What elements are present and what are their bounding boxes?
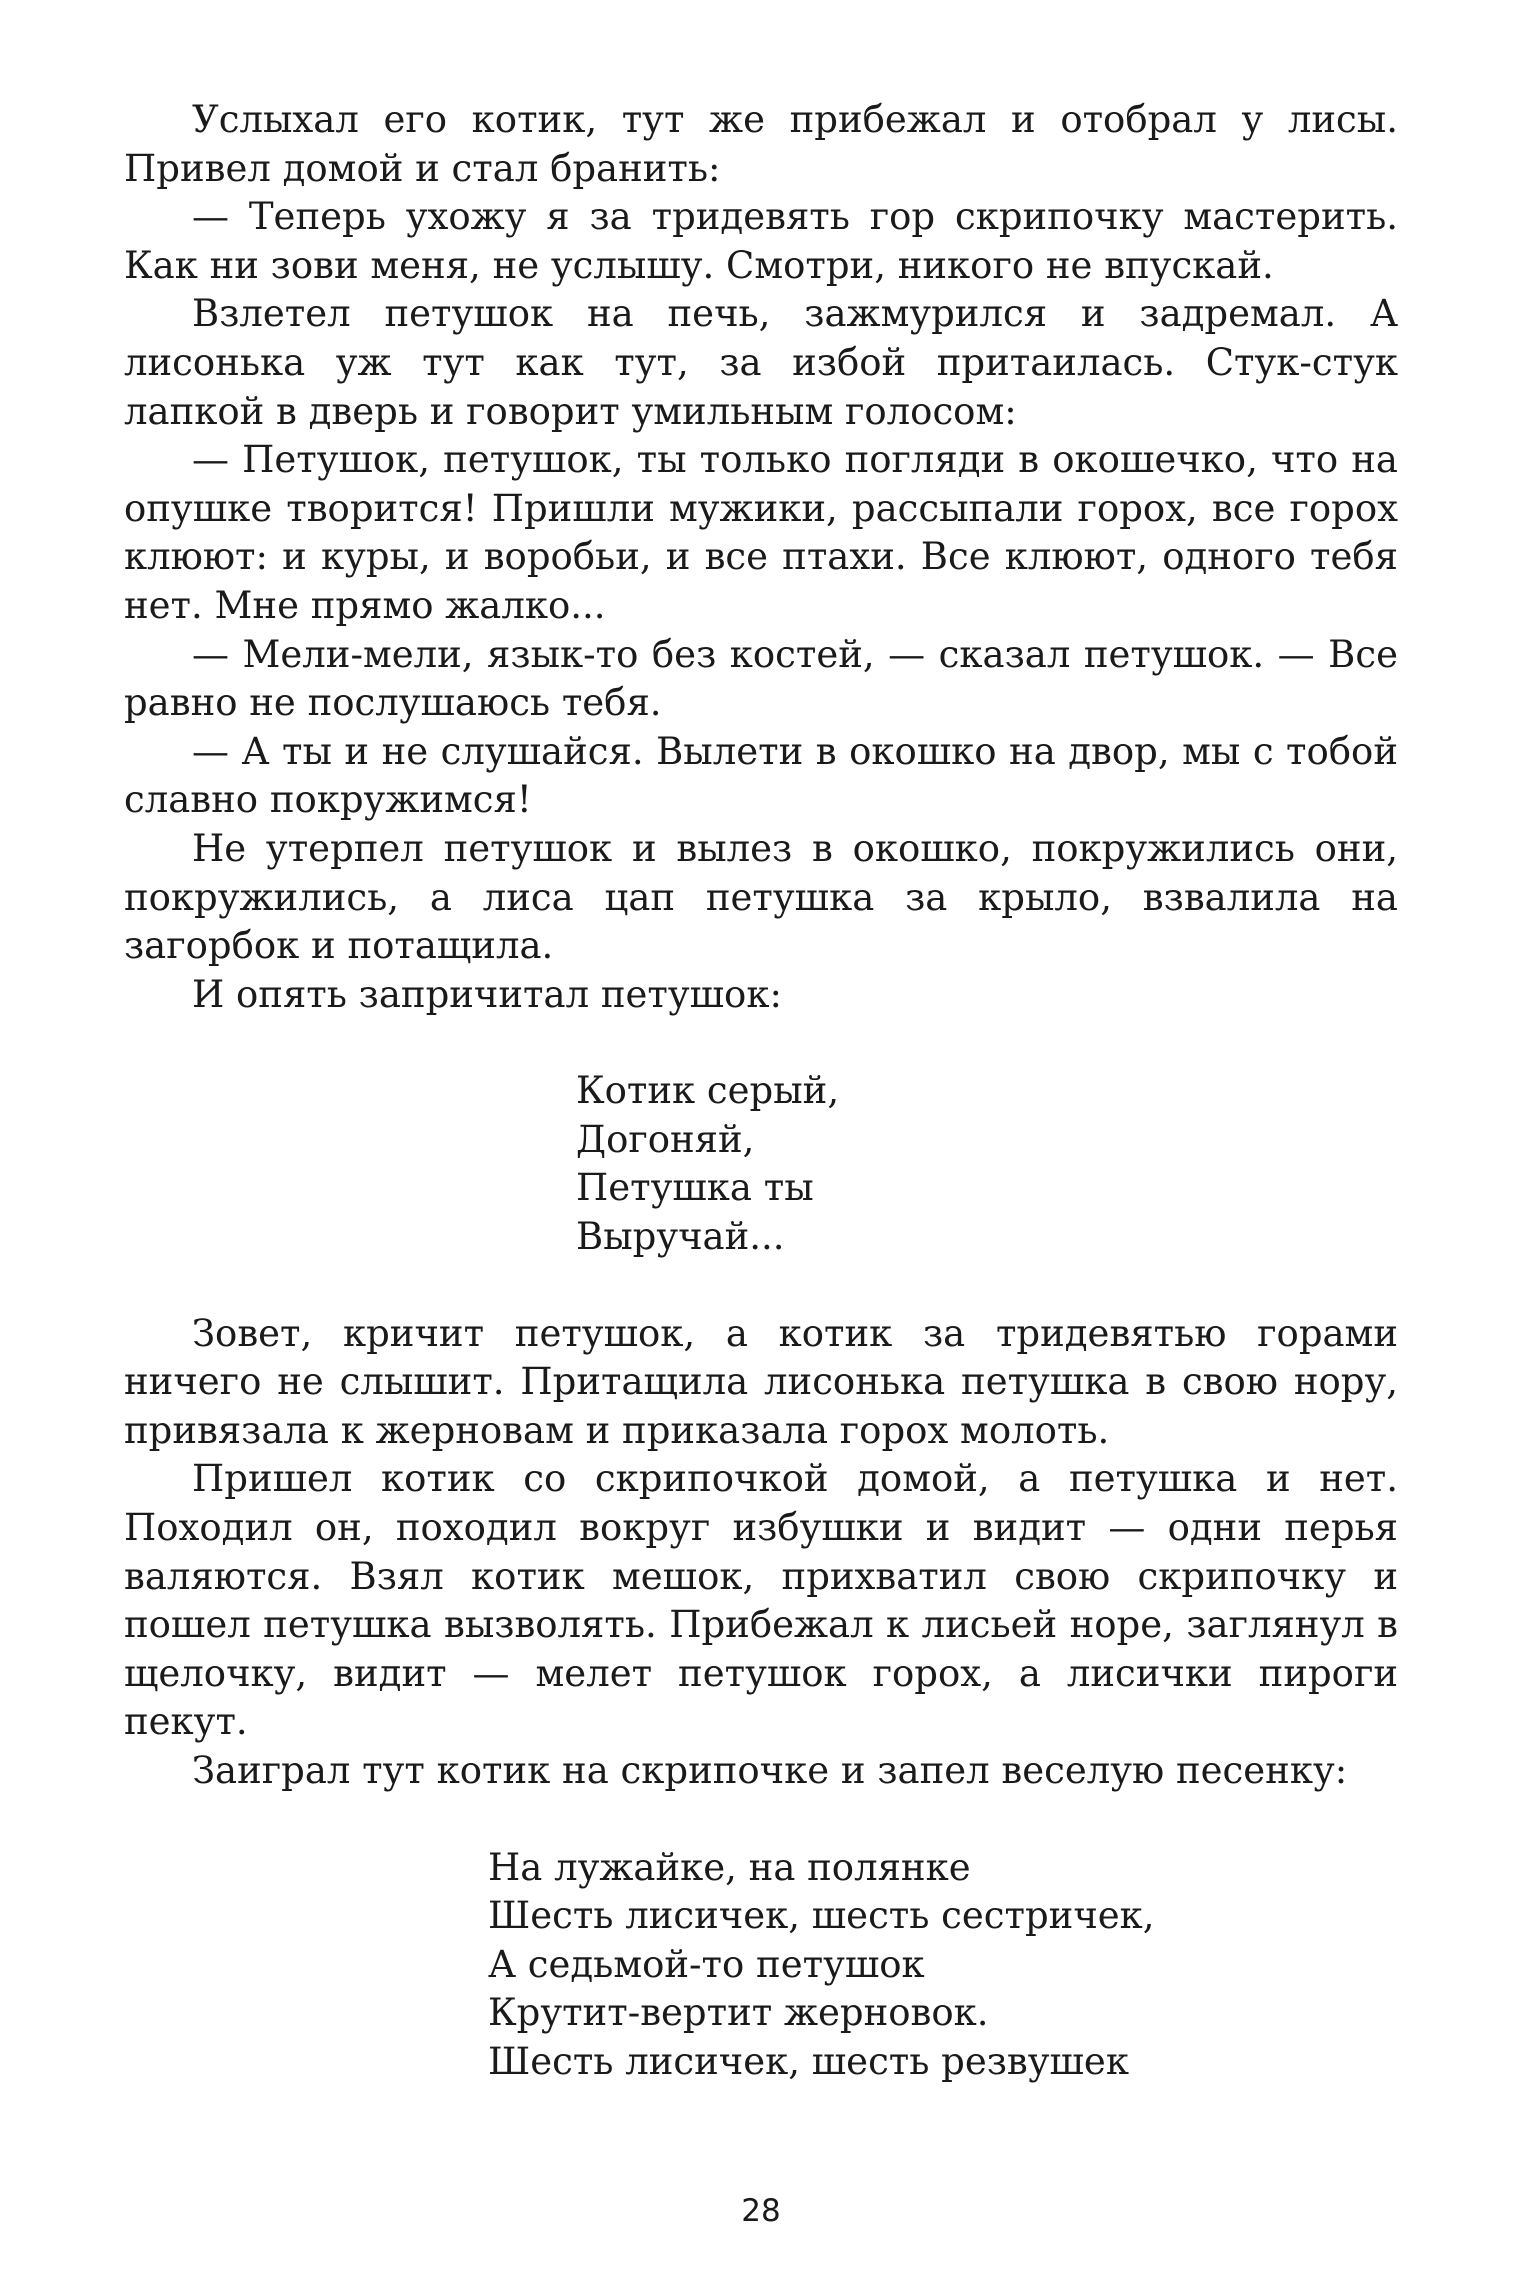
verse-line: Догоняй, <box>576 1117 755 1161</box>
paragraph: — Теперь ухожу я за тридевять гор скрипочку мастерить. Как ни зови меня, не услышу. Смотри, никого не впускай. <box>124 195 1398 287</box>
paragraph: Взлетел петушок на печь, зажмурился и задремал. А лисонька уж тут как тут, за избой притаилась. Стук-стук лапкой в дверь и говорит умильным голосом: <box>124 292 1398 433</box>
paragraph: И опять запричитал петушок: <box>192 972 782 1016</box>
paragraph: — А ты и не слушайся. Вылети в окошко на двор, мы с тобой славно покружимся! <box>124 729 1398 822</box>
paragraph: — Мели-мели, язык-то без костей, — сказал петушок. — Все равно не послушаюсь тебя. <box>124 632 1398 725</box>
paragraph: — Петушок, петушок, ты только погляди в окошечко, что на опушке творится! Пришли мужики, рассыпали горох, все горох клюют: и куры, и воробьи, и все птахи. Все клюют, одного тебя нет. Мне прямо жалко... <box>124 438 1398 627</box>
verse-line: А седьмой-то петушок <box>488 1942 925 1986</box>
verse-line: Шесть лисичек, шесть резвушек <box>488 2039 1129 2083</box>
paragraph: Услыхал его котик, тут же прибежал и отобрал у лисы. Привел домой и стал бранить: <box>124 98 1398 190</box>
paragraph: Не утерпел петушок и вылез в окошко, покружились они, покружились, а лиса цап петушка за крыло, взвалила на загорбок и потащила. <box>124 826 1398 968</box>
verse-block <box>124 1067 1398 1261</box>
paragraph: Зовет, кричит петушок, а котик за тридевятью горами ничего не слышит. Притащила лисонька петушка в свою нору, привязала к жерновам и приказала горох молоть. <box>124 1311 1398 1452</box>
verse-line: Выручай... <box>576 1215 785 1259</box>
verse-line: Крутит-вертит жерновок. <box>488 1991 989 2035</box>
paragraph: Заиграл тут котик на скрипочке и запел веселую песенку: <box>192 1749 1348 1792</box>
paragraph: Пришел котик со скрипочкой домой, а петушка и нет. Походил он, походил вокруг избушки и видит — одни перья валяются. Взял котик мешок, прихватил свою скрипочку и пошел петушка вызволять. Прибежал к лисьей норе, заглянул в щелочку, видит — мелет петушок горох, а лисички пироги пекут. <box>124 1457 1398 1744</box>
verse-line: Котик серый, <box>576 1069 840 1113</box>
page-number: 28 <box>741 2193 781 2229</box>
verse-line: Шесть лисичек, шесть сестричек, <box>488 1894 1155 1938</box>
verse-line: Петушка ты <box>576 1166 814 1210</box>
song-verse-block <box>124 1844 1398 2087</box>
verse-line: На лужайке, на полянке <box>488 1845 971 1889</box>
page-body <box>124 96 1398 2087</box>
